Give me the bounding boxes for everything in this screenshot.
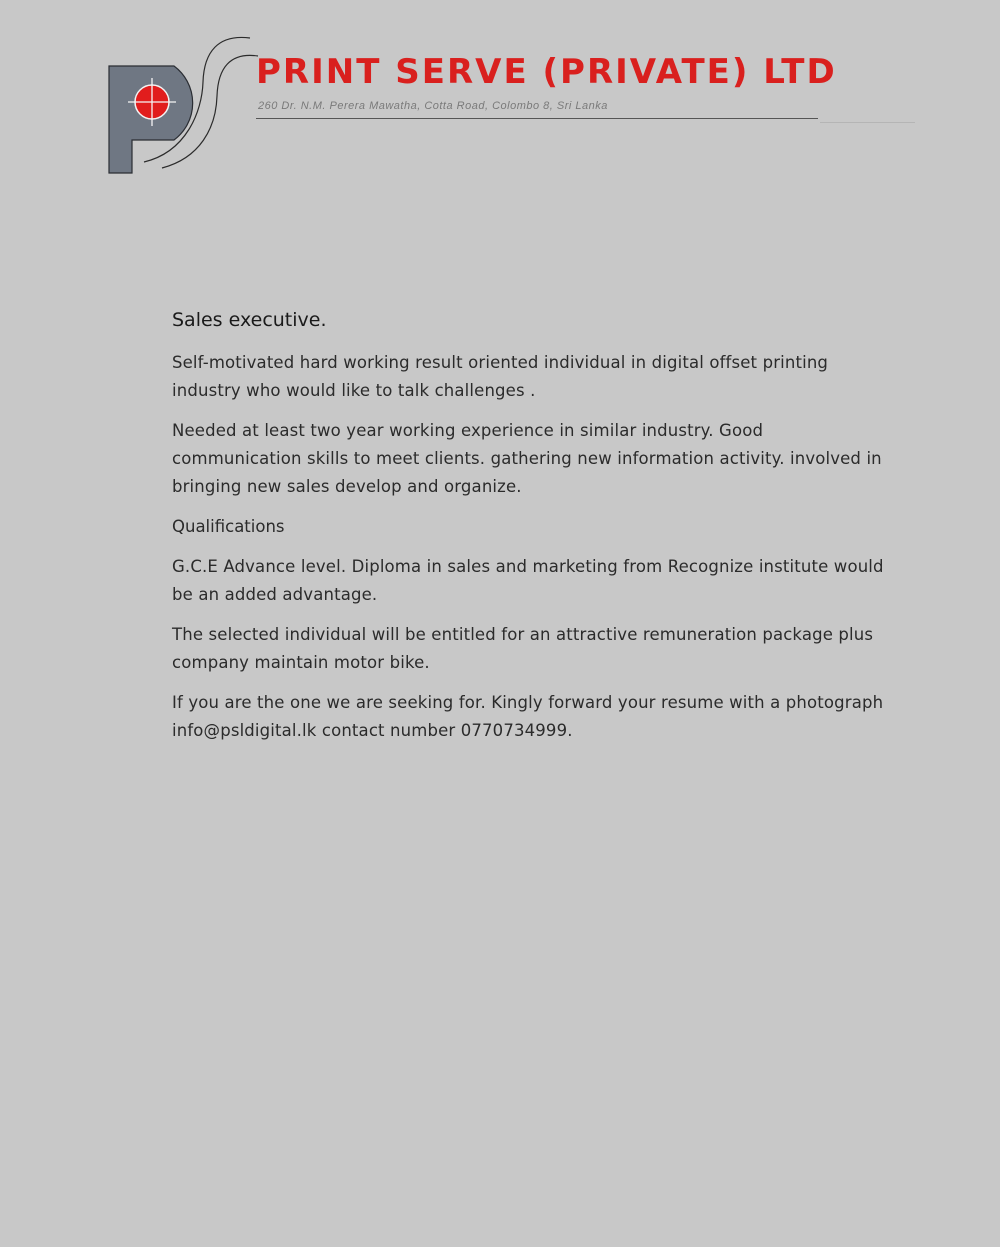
requirements-paragraph: Needed at least two year working experience in similar industry. Good communication skills to meet clients. gathering new information activity. involved in bringing new sales develop and organize. — [172, 420, 882, 496]
job-advertisement — [172, 306, 892, 757]
apply-paragraph: If you are the one we are seeking for. Kingly forward your resume with a photograph info@psldigital.lk contact number 0770734999. — [172, 692, 884, 740]
company-name: PRINT SERVE (PRIVATE) LTD — [256, 52, 837, 92]
benefits-paragraph: The selected individual will be entitled for an attractive remuneration package plus company maintain motor bike. — [172, 624, 874, 672]
ps-logo-icon — [100, 30, 260, 190]
qualifications-paragraph: G.C.E Advance level. Diploma in sales and marketing from Recognize institute would be an added advantage. — [172, 556, 884, 604]
header-divider-faint — [820, 122, 915, 123]
qualifications-heading: Qualifications — [172, 516, 285, 536]
job-title: Sales executive. — [172, 309, 327, 331]
intro-paragraph: Self-motivated hard working result oriented individual in digital offset printing industry who would like to talk challenges . — [172, 352, 829, 400]
header-divider — [256, 118, 818, 119]
company-address: 260 Dr. N.M. Perera Mawatha, Cotta Road, Colombo 8, Sri Lanka — [258, 100, 608, 112]
